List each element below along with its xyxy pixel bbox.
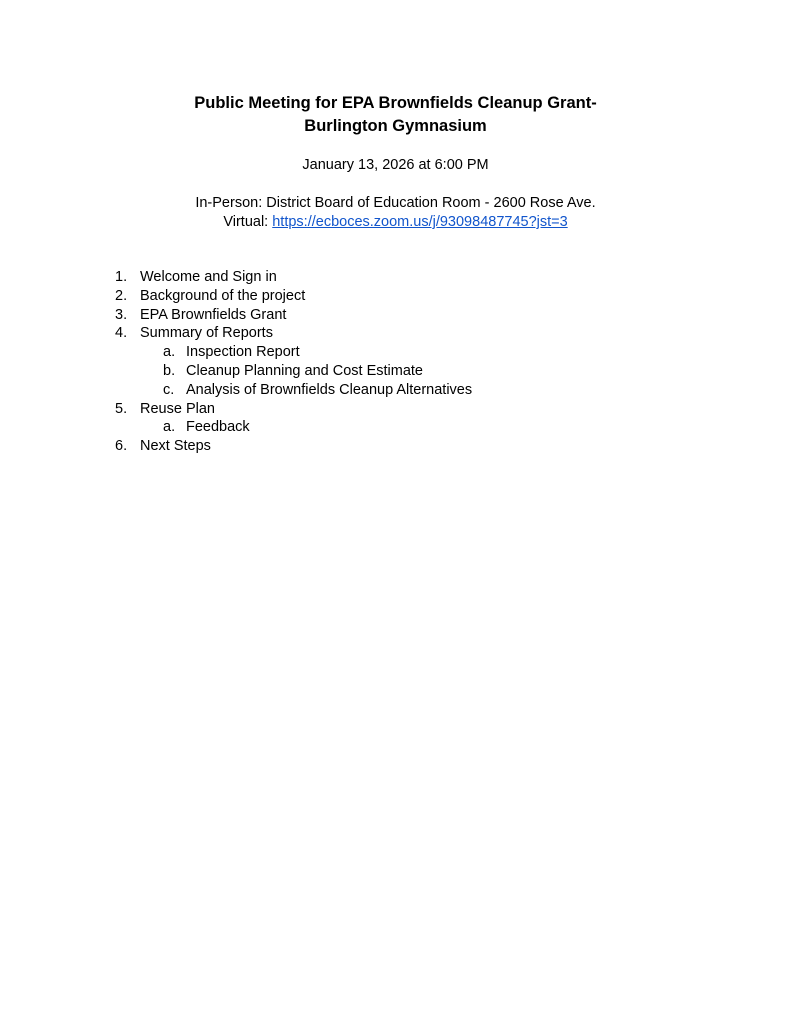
agenda-item-number: 3. bbox=[115, 306, 128, 323]
title-line-2: Burlington Gymnasium bbox=[304, 117, 487, 135]
agenda-subitem-letter: b. bbox=[163, 362, 176, 379]
agenda-item-text: Next Steps bbox=[140, 438, 211, 455]
agenda-subitem-text: Cleanup Planning and Cost Estimate bbox=[186, 362, 423, 379]
agenda-item-number: 1. bbox=[115, 269, 128, 285]
agenda-subitem-text: Inspection Report bbox=[186, 344, 300, 361]
agenda-subitem-text: Analysis of Brownfields Cleanup Alternatives bbox=[186, 381, 473, 398]
agenda-subitem-letter: a. bbox=[163, 419, 176, 436]
agenda-subitem bbox=[0, 343, 791, 362]
in-person-location: In-Person: District Board of Education Room - 2600 Rose Ave. bbox=[195, 195, 596, 211]
agenda-item-text: EPA Brownfields Grant bbox=[140, 306, 287, 323]
agenda-subitem bbox=[0, 381, 791, 400]
agenda-item bbox=[0, 400, 791, 419]
virtual-label: Virtual: bbox=[223, 214, 273, 230]
virtual-location bbox=[0, 213, 791, 232]
agenda-item bbox=[0, 437, 791, 456]
agenda-item bbox=[0, 306, 791, 325]
meeting-date: January 13, 2026 at 6:00 PM bbox=[302, 157, 489, 173]
agenda-item bbox=[0, 287, 791, 306]
agenda-item-text: Background of the project bbox=[140, 287, 306, 304]
agenda-item-number: 5. bbox=[115, 400, 128, 417]
title-line-1: Public Meeting for EPA Brownfields Cleanup Grant- bbox=[194, 94, 597, 112]
agenda-subitem bbox=[0, 362, 791, 381]
zoom-meeting-link[interactable]: https://ecboces.zoom.us/j/93098487745?jst=3 bbox=[272, 214, 568, 230]
agenda-subitem-letter: a. bbox=[163, 344, 176, 361]
agenda-subitem-letter: c. bbox=[163, 381, 175, 398]
agenda-item-text: Welcome and Sign in bbox=[140, 269, 277, 285]
meeting-location bbox=[0, 194, 791, 232]
agenda-item bbox=[0, 324, 791, 343]
agenda-item-number: 2. bbox=[115, 287, 128, 304]
agenda-item bbox=[0, 268, 791, 287]
document-title bbox=[0, 92, 791, 138]
agenda-subitem bbox=[0, 418, 791, 437]
agenda-list bbox=[0, 268, 791, 456]
agenda-item-text: Summary of Reports bbox=[140, 325, 273, 342]
agenda-item-text: Reuse Plan bbox=[140, 400, 215, 417]
agenda-item-number: 4. bbox=[115, 325, 128, 342]
agenda-item-number: 6. bbox=[115, 438, 128, 455]
agenda-subitem-text: Feedback bbox=[186, 419, 250, 436]
